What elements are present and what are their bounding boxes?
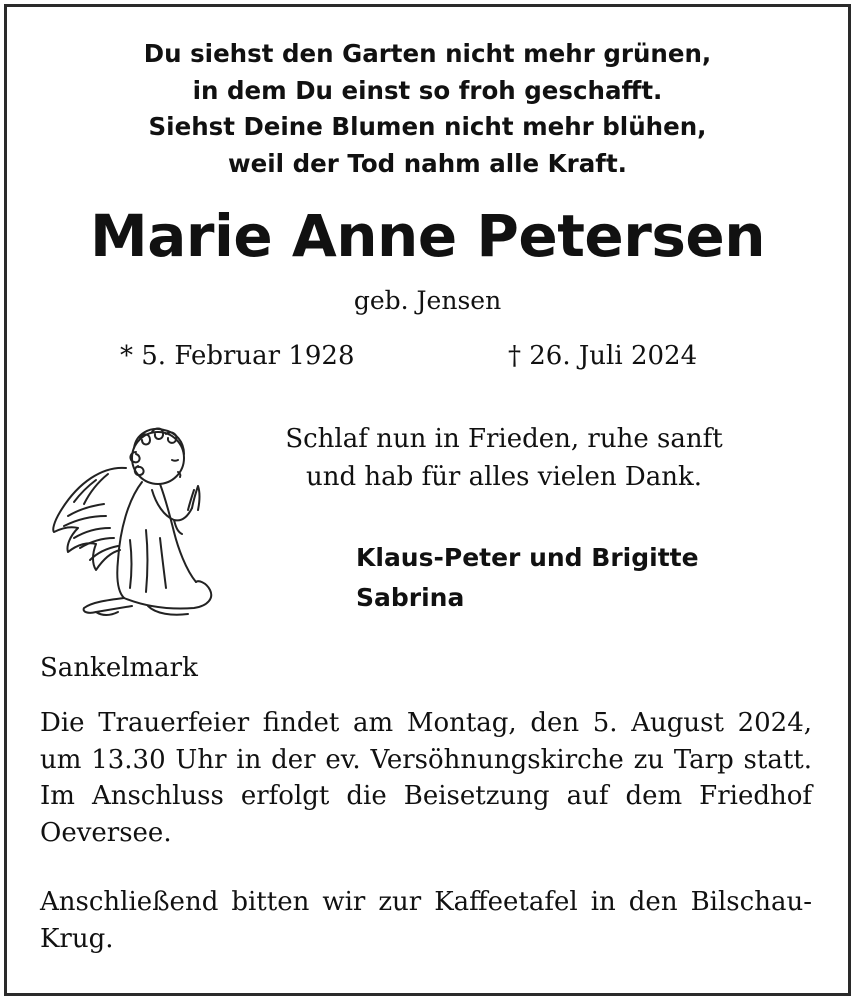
poem-line: weil der Tod nahm alle Kraft. xyxy=(228,148,627,178)
opening-poem xyxy=(0,36,855,182)
verse-line: Schlaf nun in Frieden, ruhe sanft xyxy=(285,424,723,454)
poem-line: Du siehst den Garten nicht mehr grünen, xyxy=(143,39,712,68)
birth-date: * 5. Februar 1928 xyxy=(120,341,355,371)
praying-angel-icon xyxy=(48,420,218,625)
funeral-details: Die Trauerfeier findet am Montag, den 5. August 2024, um 13.30 Uhr in der ev. Versöhnungskirche zu Tarp statt. Im Anschluss erfolgt die Beisetzung auf dem Friedhof Oeversee. xyxy=(40,708,812,848)
poem-line: Siehst Deine Blumen nicht mehr blühen, xyxy=(148,112,707,141)
poem-line: in dem Du einst so froh geschafft. xyxy=(192,75,663,105)
maiden-name: geb. Jensen xyxy=(353,286,502,315)
verse-line: und hab für alles vielen Dank. xyxy=(306,462,702,492)
place: Sankelmark xyxy=(40,653,198,683)
death-date: † 26. Juli 2024 xyxy=(508,341,698,371)
reception-details: Anschließend bitten wir zur Kaffeetafel in den Bilschau-Krug. xyxy=(40,887,812,954)
closing-verse xyxy=(228,420,780,496)
mourners xyxy=(356,538,699,618)
mourner-line: Sabrina xyxy=(356,583,465,612)
mourner-line: Klaus-Peter und Brigitte xyxy=(356,543,699,572)
deceased-name: Marie Anne Petersen xyxy=(89,202,766,270)
